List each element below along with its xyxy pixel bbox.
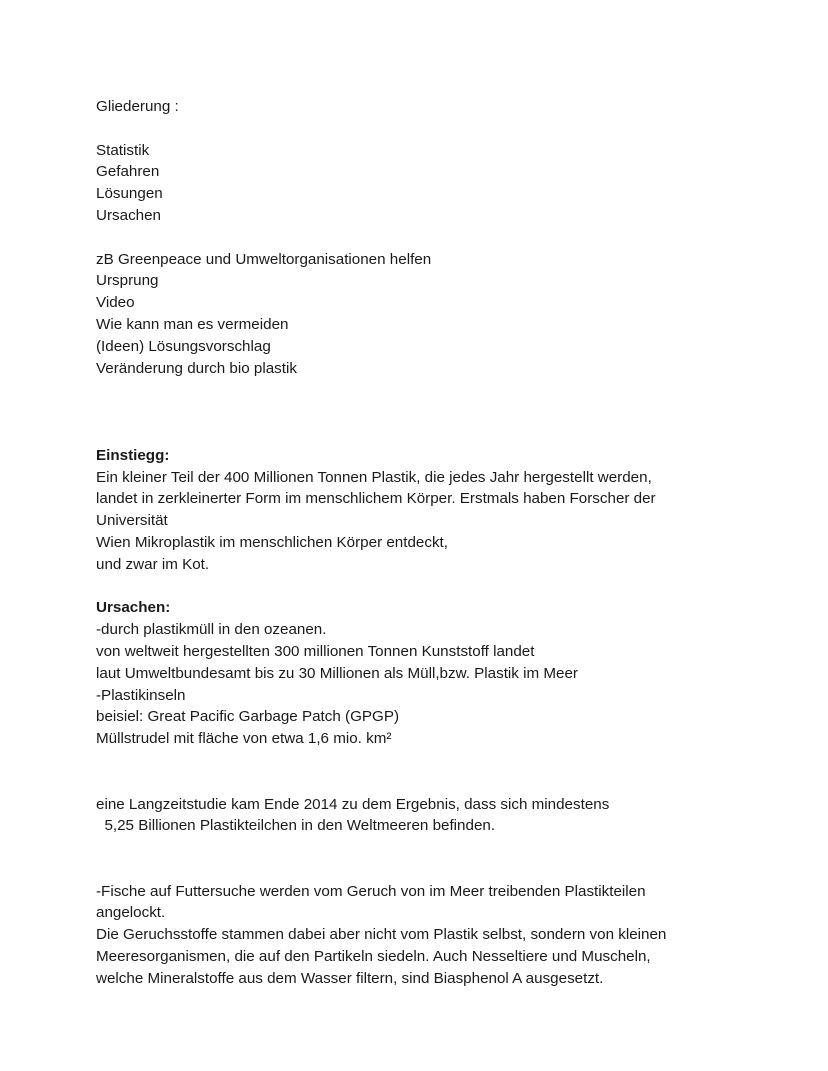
paragraph-line: Universität [96,512,168,530]
paragraph-line: von weltweit hergestellten 300 millionen Tonnen Kunststoff landet [96,642,535,660]
paragraph-line: eine Langzeitstudie kam Ende 2014 zu dem Ergebnis, dass sich mindestens [96,795,610,813]
paragraph-line: beisiel: Great Pacific Garbage Patch (GPGP) [96,708,400,726]
spacer [96,837,736,881]
outline-item: Ursachen [96,206,161,224]
paragraph-line: laut Umweltbundesamt bis zu 30 Millionen als Müll,bzw. Plastik im Meer [96,664,578,682]
outline-item: Wie kann man es vermeiden [96,315,289,333]
outline-item: Ursprung [96,272,159,290]
paragraph-line: -Fische auf Futtersuche werden vom Geruch von im Meer treibenden Plastikteilen [96,882,646,900]
paragraph-line: Müllstrudel mit fläche von etwa 1,6 mio. km² [96,730,392,748]
outline-item: Veränderung durch bio plastik [96,359,297,377]
spacer [96,576,736,598]
paragraph-line: landet in zerkleinerter Form im menschlichem Körper. Erstmals haben Forscher der [96,490,656,508]
section-heading-einstieg: Einstiegg: [96,446,170,464]
paragraph-line: -Plastikinseln [96,686,186,704]
section-heading-ursachen: Ursachen: [96,599,171,617]
paragraph-line: und zwar im Kot. [96,555,210,573]
outline-item: Video [96,294,135,312]
paragraph-line: welche Mineralstoffe aus dem Wasser filtern, sind Biasphenol A ausgesetzt. [96,969,604,987]
paragraph-line: 5,25 Billionen Plastikteilchen in den Weltmeeren befinden. [96,817,496,835]
paragraph-line: Ein kleiner Teil der 400 Millionen Tonnen Plastik, die jedes Jahr hergestellt werden, [96,468,652,486]
outline-item: Statistik [96,141,150,159]
spacer [96,118,736,140]
paragraph-line: Meeresorganismen, die auf den Partikeln siedeln. Auch Nesseltiere und Muscheln, [96,948,651,966]
spacer [96,750,736,794]
outline-heading: Gliederung : [96,98,179,115]
paragraph-line: -durch plastikmüll in den ozeanen. [96,621,327,639]
paragraph-line: Die Geruchsstoffe stammen dabei aber nicht vom Plastik selbst, sondern von kleinen [96,926,667,944]
outline-item: zB Greenpeace und Umweltorganisationen helfen [96,250,432,268]
paragraph-line: Wien Mikroplastik im menschlichen Körper entdeckt, [96,533,448,551]
outline-item: Gefahren [96,163,160,181]
outline-item: (Ideen) Lösungsvorschlag [96,337,271,355]
spacer [96,227,736,249]
paragraph-line: angelockt. [96,904,166,922]
spacer [96,379,736,444]
document-page [96,96,736,990]
outline-item: Lösungen [96,185,163,203]
